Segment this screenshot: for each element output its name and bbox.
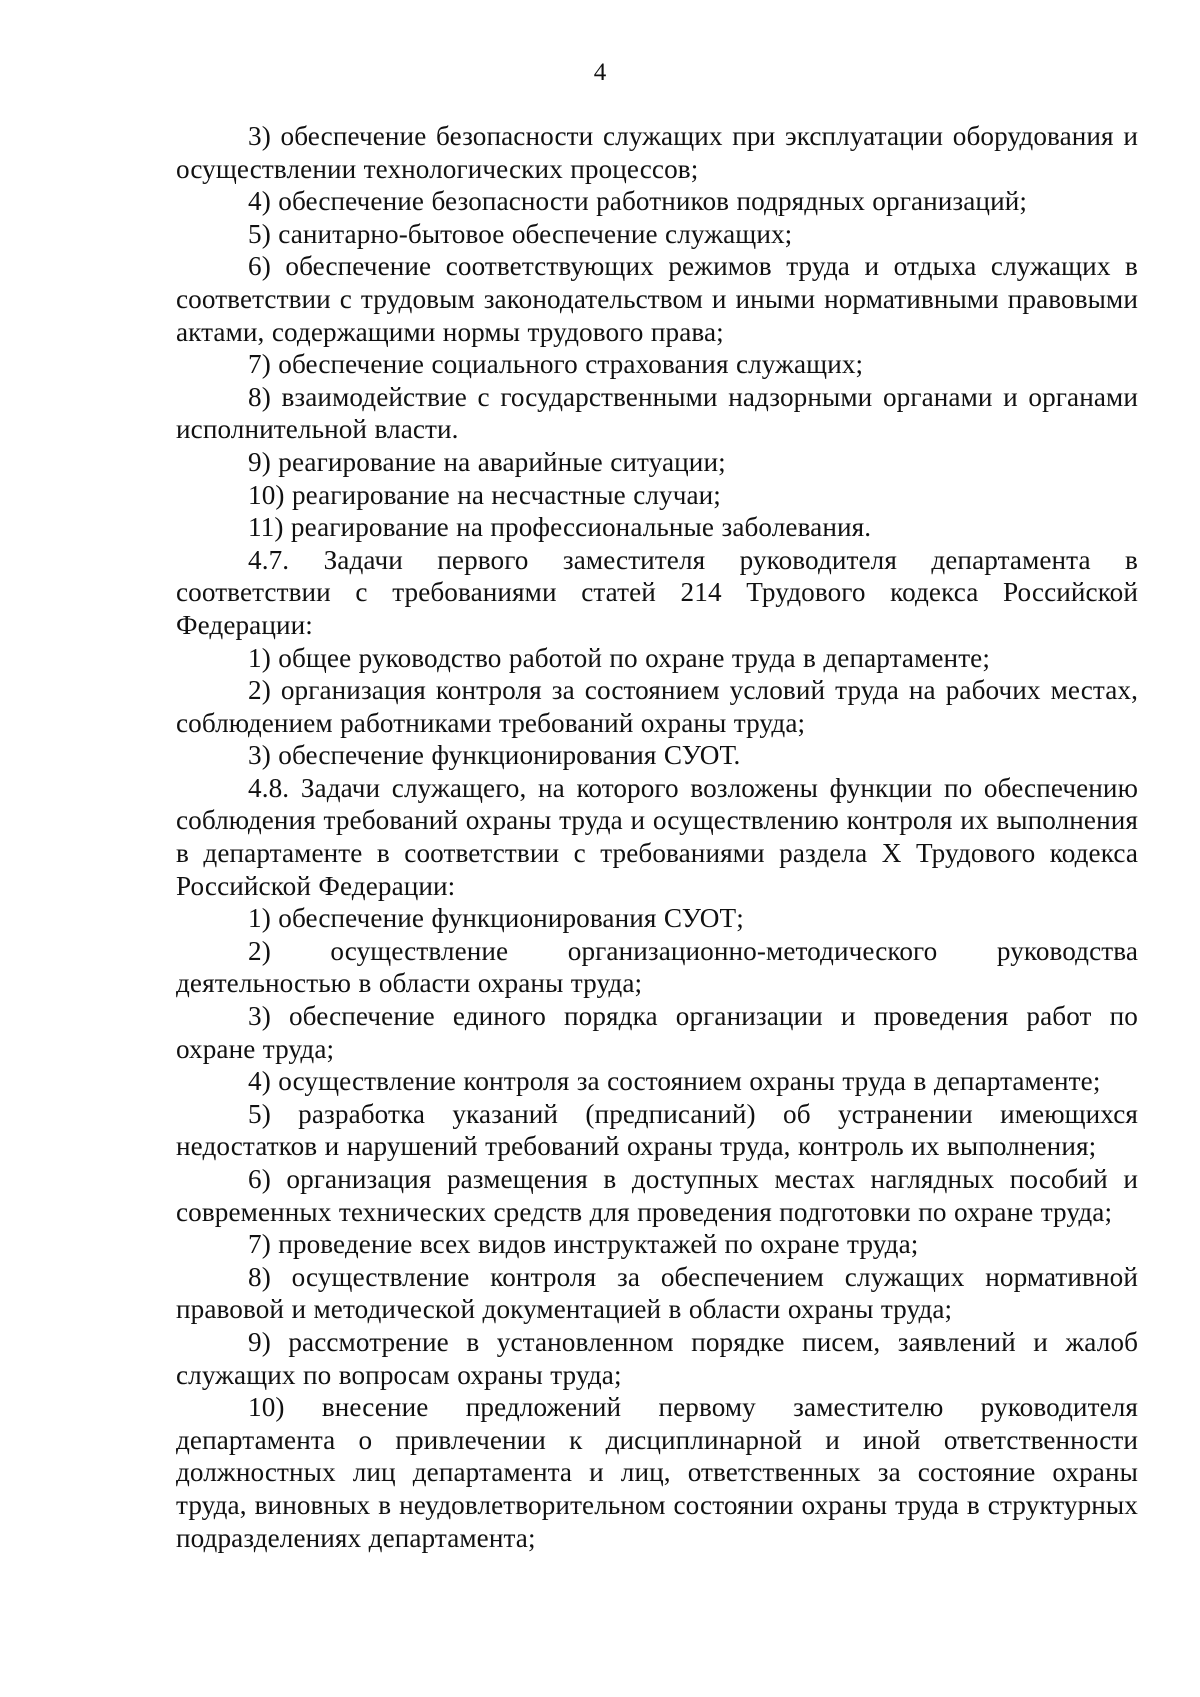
paragraph-item-11-occupational-disease: 11) реагирование на профессиональные заболевания. (248, 512, 872, 543)
paragraph-4-8-item-8: 8) осуществление контроля за обеспечением служащих нормативной правовой и методической документацией в области охраны труда; (176, 1261, 1138, 1325)
paragraph-4-8-item-3: 3) обеспечение единого порядка организации и проведения работ по охране труда; (176, 1001, 1138, 1064)
paragraph-4-8-item-4: 4) осуществление контроля за состоянием охраны труда в департаменте; (248, 1066, 1101, 1097)
paragraph-4-8-item-6: 6) организация размещения в доступных местах наглядных пособий и современных технических средств для проведения подготовки по охране труда; (176, 1164, 1138, 1227)
paragraph-4-8-item-7: 7) проведение всех видов инструктажей по охране труда; (248, 1229, 919, 1260)
section-4-8-heading: 4.8. Задачи служащего, на которого возложены функции по обеспечению соблюдения требований охраны труда и осуществлению контроля их выполнения в департаменте в соответствии с требованиями раздела X Трудового кодекса Российской Федерации: (176, 772, 1138, 901)
paragraph-item-7-social-insurance: 7) обеспечение социального страхования служащих; (248, 349, 864, 380)
paragraph-item-10-accident-response: 10) реагирование на несчастные случаи; (248, 479, 721, 510)
paragraph-item-8-supervisory-interaction: 8) взаимодействие с государственными надзорными органами и органами исполнительной власти. (176, 381, 1138, 445)
paragraph-4-8-item-5: 5) разработка указаний (предписаний) об устранении имеющихся недостатков и нарушений требований охраны труда, контроль их выполнения; (176, 1098, 1138, 1162)
paragraph-item-4-contractor-safety: 4) обеспечение безопасности работников подрядных организаций; (248, 186, 1028, 217)
paragraph-4-8-item-10: 10) внесение предложений первому заместителю руководителя департамента о привлечении к дисциплинарной и иной ответственности должностных лиц департамента и лиц, ответственных за состояние охраны труда, виновных в неудовлетворительном состоянии охраны труда в структурных подразделениях департамента; (176, 1392, 1138, 1553)
paragraph-4-8-item-2: 2) осуществление организационно-методического руководства деятельностью в области охраны труда; (176, 935, 1138, 999)
document-body (176, 120, 1138, 1554)
paragraph-4-7-item-2: 2) организация контроля за состоянием условий труда на рабочих местах, соблюдением работниками требований охраны труда; (176, 675, 1138, 738)
paragraph-4-7-item-3: 3) обеспечение функционирования СУОТ. (248, 740, 741, 771)
paragraph-4-8-item-1: 1) обеспечение функционирования СУОТ; (248, 903, 744, 934)
page-number: 4 (593, 59, 607, 86)
paragraph-4-7-item-1: 1) общее руководство работой по охране труда в департаменте; (248, 642, 991, 673)
section-4-7-heading: 4.7. Задачи первого заместителя руководителя департамента в соответствии с требованиями статей 214 Трудового кодекса Российской Федерации: (176, 544, 1138, 640)
paragraph-item-3-safety-equipment: 3) обеспечение безопасности служащих при эксплуатации оборудования и осуществлении технологических процессов; (176, 121, 1138, 184)
paragraph-4-8-item-9: 9) рассмотрение в установленном порядке писем, заявлений и жалоб служащих по вопросам охраны труда; (176, 1326, 1138, 1390)
paragraph-item-6-work-rest-regimes: 6) обеспечение соответствующих режимов труда и отдыха служащих в соответствии с трудовым законодательством и иными нормативными правовыми актами, содержащими нормы трудового права; (176, 251, 1138, 347)
paragraph-item-9-emergency-response: 9) реагирование на аварийные ситуации; (248, 446, 726, 477)
paragraph-item-5-sanitary: 5) санитарно-бытовое обеспечение служащих; (248, 218, 793, 249)
